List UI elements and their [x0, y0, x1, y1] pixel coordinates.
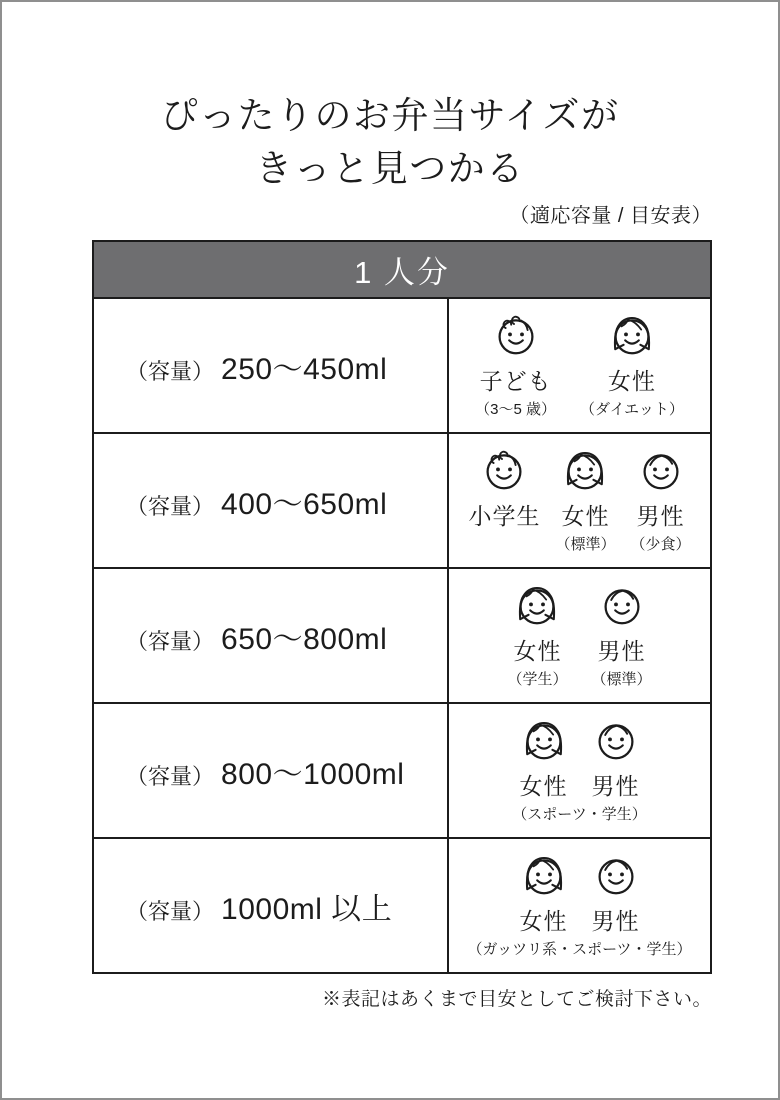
man-face-icon	[637, 447, 685, 495]
person	[555, 447, 615, 554]
person	[592, 717, 640, 801]
table-row	[94, 297, 710, 432]
man-face-icon	[592, 852, 640, 900]
capacity-value: 1000ml 以上	[221, 892, 393, 926]
person-label: 女性	[513, 638, 562, 665]
person-caption: （標準）	[555, 536, 616, 554]
person	[468, 447, 540, 533]
person	[592, 852, 640, 936]
person	[520, 717, 568, 801]
child-face-icon	[492, 312, 540, 360]
capacity-value: 250〜450ml	[221, 352, 388, 386]
person-caption: （ダイエット）	[580, 401, 684, 419]
capacity-prefix: （容量）	[126, 358, 215, 384]
capacity-prefix: （容量）	[126, 628, 215, 654]
woman-face-icon	[608, 312, 656, 360]
capacity-prefix: （容量）	[126, 763, 215, 789]
person-label: 女性	[561, 503, 610, 530]
woman-face-icon	[520, 717, 568, 765]
table-row	[94, 432, 710, 567]
table-row	[94, 837, 710, 972]
person-label: 女性	[607, 368, 656, 395]
audience-cell	[449, 839, 710, 972]
audience-cell	[449, 299, 710, 432]
audience-cell	[449, 434, 710, 567]
person-caption: （標準）	[591, 671, 652, 689]
audience-cell	[449, 569, 710, 702]
table-row	[94, 702, 710, 837]
child-face-icon	[480, 447, 528, 495]
woman-face-icon	[513, 582, 561, 630]
capacity-value: 800〜1000ml	[221, 757, 405, 791]
person-label: 女性	[519, 908, 568, 935]
person-label: 男性	[597, 638, 646, 665]
shared-caption: （ガッツリ系・スポーツ・学生）	[467, 941, 692, 959]
capacity-cell	[94, 569, 449, 702]
person	[592, 582, 652, 689]
capacity-cell	[94, 704, 449, 837]
person-caption: （少食）	[630, 536, 691, 554]
subtitle-wrap	[92, 199, 712, 228]
person	[520, 852, 568, 936]
title-line-1: ぴったりのお弁当サイズが	[160, 95, 620, 136]
person-label: 女性	[519, 773, 568, 800]
man-face-icon	[598, 582, 646, 630]
capacity-prefix: （容量）	[126, 493, 215, 519]
capacity-cell	[94, 299, 449, 432]
table-row	[94, 567, 710, 702]
capacity-value: 400〜650ml	[221, 487, 388, 521]
person	[580, 312, 684, 419]
table-header-label: 1 人分	[354, 255, 450, 291]
page-title	[2, 2, 778, 195]
woman-face-icon	[520, 852, 568, 900]
table-header	[94, 242, 710, 297]
capacity-cell	[94, 839, 449, 972]
subtitle: （適応容量 / 目安表）	[509, 205, 712, 228]
person-label: 男性	[591, 773, 640, 800]
title-line-2: きっと見つかる	[255, 147, 525, 189]
person-label: 子ども	[479, 368, 552, 395]
person	[631, 447, 691, 554]
footnote-wrap	[92, 984, 712, 1011]
person	[475, 312, 556, 419]
size-guide-table	[92, 240, 712, 974]
woman-face-icon	[561, 447, 609, 495]
audience-cell	[449, 704, 710, 837]
person-label: 小学生	[468, 503, 541, 530]
person-caption: （学生）	[507, 671, 568, 689]
capacity-prefix: （容量）	[126, 898, 215, 924]
shared-caption: （スポーツ・学生）	[512, 806, 647, 824]
person-caption: （3〜5 歳）	[475, 401, 557, 419]
footnote: ※表記はあくまで目安としてご検討下さい。	[321, 989, 712, 1011]
man-face-icon	[592, 717, 640, 765]
person-label: 男性	[636, 503, 685, 530]
capacity-cell	[94, 434, 449, 567]
person-label: 男性	[591, 908, 640, 935]
capacity-value: 650〜800ml	[221, 622, 388, 656]
person	[507, 582, 567, 689]
